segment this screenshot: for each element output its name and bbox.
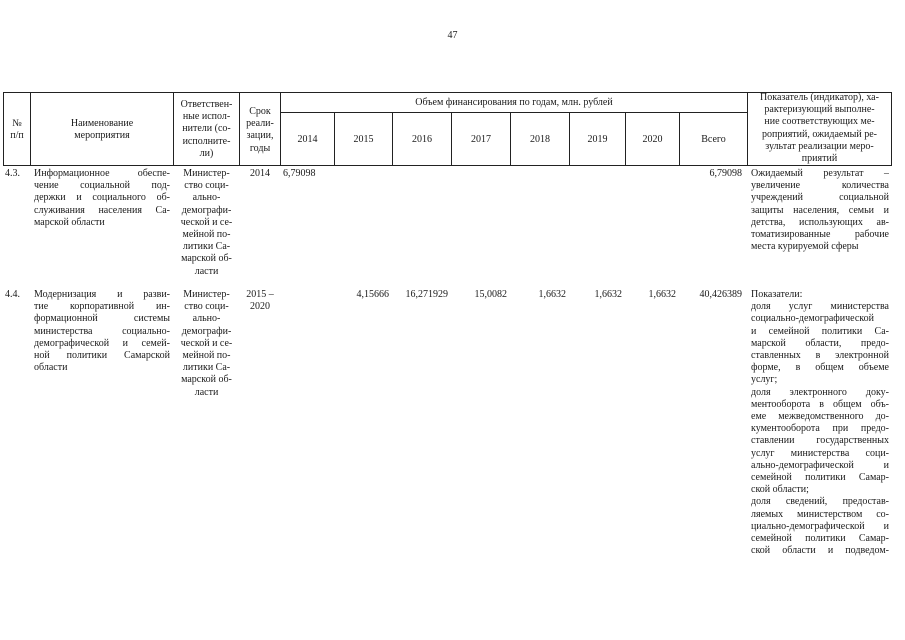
cell-text: ной политики Самарской bbox=[34, 350, 170, 362]
header-text: п/п bbox=[10, 130, 24, 142]
cell-text: семейной политики Самар- bbox=[751, 533, 889, 545]
cell-text: доля сведений, предостав- bbox=[751, 496, 889, 508]
cell-text: ментооборота в общем объ- bbox=[751, 398, 889, 410]
cell-text: циально-демографической и bbox=[751, 520, 889, 532]
header-year-2014: 2014 bbox=[297, 134, 318, 145]
cell-text: ство соци- bbox=[184, 301, 229, 313]
financing-table bbox=[3, 92, 892, 640]
header-text: ли) bbox=[199, 147, 214, 159]
cell-text: места курируемой сферы bbox=[751, 241, 859, 253]
cell-text: услуг; bbox=[751, 374, 778, 386]
cell-text: ляемых министерством со- bbox=[751, 508, 889, 520]
cell-text: служивания населения Са- bbox=[34, 204, 170, 216]
cell-text: доля электронного доку- bbox=[751, 386, 889, 398]
header-text: ные испол- bbox=[182, 111, 231, 123]
cell-text: форме, в общем объеме bbox=[751, 362, 889, 374]
cell-text: тие корпоративной ин- bbox=[34, 301, 170, 313]
cell-text: литики Са- bbox=[182, 241, 231, 253]
row-4-4-total: 40,426389 bbox=[699, 289, 742, 300]
header-year-2015: 2015 bbox=[353, 134, 374, 145]
header-number bbox=[3, 118, 31, 142]
header-text: Срок bbox=[249, 106, 271, 117]
header-text: годы bbox=[249, 142, 271, 154]
cell-text: Ожидаемый результат – bbox=[751, 168, 889, 179]
cell-text: услуг министерства соци- bbox=[751, 447, 889, 459]
header-name bbox=[31, 118, 173, 142]
header-financing-title: Объем финансирования по годам, млн. рублей bbox=[415, 97, 613, 108]
cell-text: Министер- bbox=[183, 168, 230, 179]
cell-text: демографи- bbox=[181, 204, 232, 216]
cell-text: ческой и се- bbox=[180, 216, 233, 228]
cell-text: семейной политики Самар- bbox=[751, 472, 889, 484]
cell-text: ставлении государственных bbox=[751, 435, 889, 447]
header-year-2018: 2018 bbox=[530, 134, 550, 145]
header-year-2016: 2016 bbox=[412, 134, 432, 145]
cell-text: держки и социального об- bbox=[34, 192, 170, 204]
cell-text: увеличение количества bbox=[751, 180, 889, 192]
header-period bbox=[240, 106, 280, 155]
header-text: Показатель (индикатор), ха- bbox=[760, 92, 879, 103]
row-4-4-value-2019: 1,6632 bbox=[594, 289, 622, 300]
row-4-3-value-2014: 6,79098 bbox=[283, 168, 316, 179]
header-text: приятий bbox=[801, 153, 838, 165]
row-4-3-period: 2014 bbox=[250, 168, 270, 179]
row-4-4-responsible bbox=[174, 289, 239, 399]
row-4-4-value-2017: 15,0082 bbox=[474, 289, 507, 300]
header-responsible bbox=[174, 99, 239, 160]
row-4-3-name bbox=[34, 168, 170, 229]
header-text: № bbox=[12, 118, 22, 129]
cell-text: томатизированные рабочие bbox=[751, 229, 889, 241]
cell-text: мейной по- bbox=[182, 350, 231, 362]
cell-text: чение социальной под- bbox=[34, 180, 170, 192]
cell-text: ально- bbox=[192, 313, 221, 325]
cell-text: ставленных в электронной bbox=[751, 350, 889, 362]
cell-text: министерства социально- bbox=[34, 325, 170, 337]
cell-text: литики Са- bbox=[182, 362, 231, 374]
row-4-4-period bbox=[240, 289, 280, 313]
row-4-4-value-2018: 1,6632 bbox=[538, 289, 566, 300]
cell-text: формационной системы bbox=[34, 313, 170, 325]
cell-text: ласти bbox=[194, 265, 219, 277]
row-4-3-responsible bbox=[174, 168, 239, 278]
header-text: Наименование bbox=[70, 118, 134, 129]
header-text: ние соответствующих ме- bbox=[764, 116, 875, 128]
cell-text: марской области bbox=[34, 216, 105, 228]
header-text: Ответствен- bbox=[180, 99, 233, 110]
row-4-4-indicator bbox=[751, 289, 889, 557]
cell-text: социально-демографической bbox=[751, 313, 874, 325]
cell-text: марской об- bbox=[181, 253, 232, 265]
cell-text: области bbox=[34, 362, 68, 374]
row-4-4-value-2020: 1,6632 bbox=[648, 289, 676, 300]
cell-text: детства, использующих ав- bbox=[751, 216, 889, 228]
row-4-4-value-2016: 16,271929 bbox=[405, 289, 448, 300]
header-text: нители (со- bbox=[182, 123, 231, 135]
row-4-3-indicator bbox=[751, 168, 889, 253]
row-4-3-total: 6,79098 bbox=[709, 168, 742, 179]
cell-text: Информационное обеспе- bbox=[34, 168, 170, 179]
cell-text: мейной по- bbox=[182, 229, 231, 241]
header-total: Всего bbox=[701, 134, 726, 145]
cell-text: ально-демографической и bbox=[751, 459, 889, 471]
cell-text: доля услуг министерства bbox=[751, 301, 889, 313]
cell-text: ской области; bbox=[751, 484, 809, 496]
cell-text: Показатели: bbox=[751, 289, 803, 300]
cell-text: и семейной политики Са- bbox=[751, 325, 889, 337]
cell-text: ство соци- bbox=[184, 180, 229, 192]
header-year-2020: 2020 bbox=[642, 134, 663, 145]
cell-text: еме межведомственного до- bbox=[751, 411, 889, 423]
row-4-3-number: 4.3. bbox=[5, 168, 20, 179]
cell-text: Министер- bbox=[183, 289, 230, 300]
header-text: реали- bbox=[246, 118, 274, 130]
cell-text: 2020 bbox=[250, 301, 270, 313]
header-year-2019: 2019 bbox=[587, 134, 608, 145]
cell-text: ской области и подведом- bbox=[751, 545, 889, 557]
header-text: роприятий, ожидаемый ре- bbox=[761, 128, 878, 140]
cell-text: Модернизация и разви- bbox=[34, 289, 170, 300]
cell-text: кументооборота при предо- bbox=[751, 423, 889, 435]
header-year-2017: 2017 bbox=[471, 134, 491, 145]
header-text: исполните- bbox=[182, 135, 231, 147]
cell-text: демографи- bbox=[181, 325, 232, 337]
cell-text: защиты населения, семьи и bbox=[751, 204, 889, 216]
header-text: зультат реализации меро- bbox=[765, 140, 874, 152]
cell-text: учреждений социальной bbox=[751, 192, 889, 204]
cell-text: марской об- bbox=[181, 374, 232, 386]
row-4-4-number: 4.4. bbox=[5, 289, 20, 300]
cell-text: ласти bbox=[194, 386, 219, 398]
row-4-4-value-2015: 4,15666 bbox=[356, 289, 389, 300]
header-text: мероприятия bbox=[74, 130, 130, 142]
financing-title-divider bbox=[280, 112, 747, 113]
header-indicator bbox=[748, 92, 891, 165]
table-border-right bbox=[891, 92, 892, 166]
page-number: 47 bbox=[447, 30, 458, 41]
header-text: зации, bbox=[246, 130, 274, 142]
cell-text: ческой и се- bbox=[180, 337, 233, 349]
cell-text: демографической и семей- bbox=[34, 337, 170, 349]
row-4-4-name bbox=[34, 289, 170, 374]
header-text: рактеризующий выполне- bbox=[764, 104, 875, 116]
cell-text: марской области, предо- bbox=[751, 337, 889, 349]
cell-text: 2015 – bbox=[246, 289, 274, 300]
cell-text: ально- bbox=[192, 192, 221, 204]
